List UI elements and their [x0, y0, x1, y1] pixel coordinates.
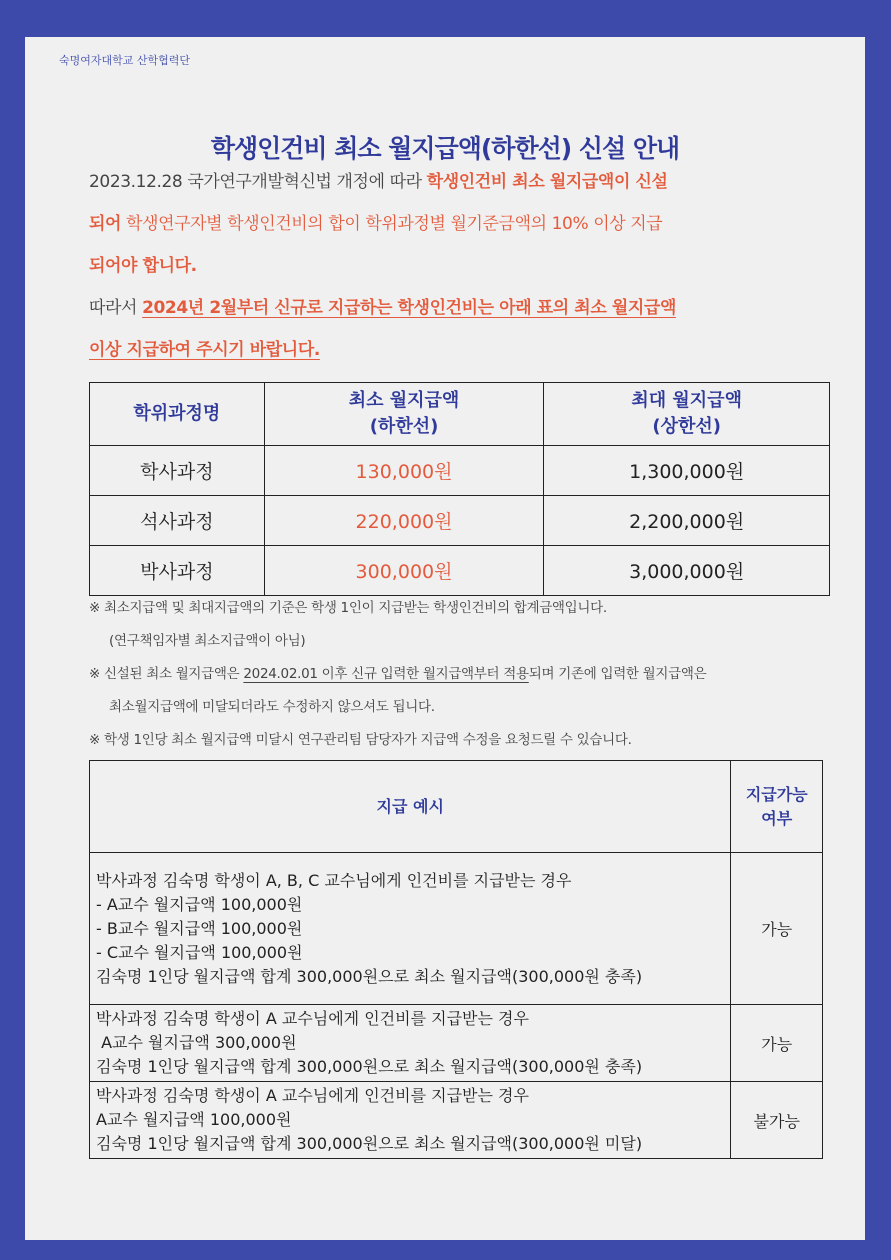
header-min	[264, 383, 544, 446]
header-max-sub: (상한선)	[652, 416, 721, 437]
header-example: 지급 예시	[90, 761, 731, 853]
org-name: 숙명여자대학교 산학협력단	[59, 54, 191, 67]
header-min-sub: (하한선)	[369, 416, 439, 437]
limit-table	[89, 382, 830, 596]
example-line: A교수 월지급액 300,000원	[96, 1033, 297, 1052]
example-line: 박사과정 김숙명 학생이 A, B, C 교수님에게 인건비를 지급받는 경우	[96, 870, 572, 890]
example-table	[89, 760, 823, 1159]
example-line: 박사과정 김숙명 학생이 A 교수님에게 인건비를 지급받는 경우	[96, 1009, 529, 1028]
intro-highlight: 되어야 합니다.	[89, 256, 197, 276]
min-amount-cell: 220,000원	[264, 496, 544, 546]
example-line: - B교수 월지급액 100,000원	[96, 918, 303, 938]
header-possible	[731, 761, 823, 853]
header-max	[544, 383, 830, 446]
result-cell: 가능	[731, 1005, 823, 1082]
table-row	[90, 853, 823, 1005]
page-title: 학생인건비 최소 월지급액(하한선) 신설 안내	[210, 134, 680, 163]
intro-paragraph	[89, 165, 809, 375]
table-row	[90, 496, 830, 546]
intro-highlight: 학생인건비 최소 월지급액이 신설	[426, 172, 668, 192]
header-possible-sub: 여부	[761, 808, 793, 828]
note-text: 되며 기존에 입력한 월지급액은	[528, 666, 707, 682]
max-amount-cell: 1,300,000원	[544, 446, 830, 496]
header-possible-label: 지급가능	[745, 784, 808, 804]
table-row	[90, 1082, 823, 1159]
example-line: - A교수 월지급액 100,000원	[96, 894, 303, 914]
intro-text: 따라서	[89, 298, 143, 318]
intro-highlight: 2024년 2월부터 신규로 지급하는 학생인건비는 아래 표의 최소 월지급액	[142, 298, 676, 318]
table-row	[90, 1005, 823, 1082]
intro-highlight: 이상 지급하여 주시기 바랍니다.	[89, 340, 320, 360]
example-cell	[90, 1005, 731, 1082]
intro-text: 학생연구자별 학생인건비의 합이 학위과정별 월기준금액의 10% 이상 지급	[121, 214, 663, 234]
note-line: ※ 최소지급액 및 최대지급액의 기준은 학생 1인이 지급받는 학생인건비의 합계금액입니다.	[89, 600, 607, 616]
document-page	[25, 37, 865, 1240]
note-underlined: 2024.02.01 이후 신규 입력한 월지급액부터 적용	[243, 666, 529, 682]
degree-cell: 박사과정	[90, 546, 265, 596]
note-line: 최소월지급액에 미달되더라도 수정하지 않으셔도 됩니다.	[109, 699, 435, 715]
header-min-label: 최소 월지급액	[348, 390, 460, 411]
table-row	[90, 546, 830, 596]
min-amount-cell: 130,000원	[264, 446, 544, 496]
example-cell	[90, 1082, 731, 1159]
example-line: 김숙명 1인당 월지급액 합계 300,000원으로 최소 월지급액(300,000원 충족)	[96, 1057, 643, 1076]
example-line: 김숙명 1인당 월지급액 합계 300,000원으로 최소 월지급액(300,000원 충족)	[96, 966, 643, 986]
note-line	[89, 660, 829, 693]
header-degree: 학위과정명	[90, 383, 265, 446]
header-max-label: 최대 월지급액	[631, 390, 742, 411]
example-line: - C교수 월지급액 100,000원	[96, 942, 303, 962]
min-amount-cell: 300,000원	[264, 546, 544, 596]
result-cell: 가능	[731, 853, 823, 1005]
degree-cell: 학사과정	[90, 446, 265, 496]
note-line: (연구책임자별 최소지급액이 아님)	[109, 633, 306, 649]
max-amount-cell: 2,200,000원	[544, 496, 830, 546]
intro-line	[89, 249, 809, 291]
example-line: 김숙명 1인당 월지급액 합계 300,000원으로 최소 월지급액(300,000원 미달)	[96, 1134, 643, 1153]
intro-line	[89, 333, 809, 375]
intro-highlight: 되어	[89, 214, 122, 234]
table-header-row	[90, 383, 830, 446]
table-header-row	[90, 761, 823, 853]
table-row	[90, 446, 830, 496]
example-line: A교수 월지급액 100,000원	[96, 1110, 292, 1129]
degree-cell: 석사과정	[90, 496, 265, 546]
intro-line	[89, 291, 809, 333]
intro-line	[89, 207, 809, 249]
example-cell	[90, 853, 731, 1005]
example-line: 박사과정 김숙명 학생이 A 교수님에게 인건비를 지급받는 경우	[96, 1086, 529, 1105]
intro-line	[89, 165, 809, 207]
notes	[89, 594, 829, 759]
max-amount-cell: 3,000,000원	[544, 546, 830, 596]
result-cell: 불가능	[731, 1082, 823, 1159]
intro-text: 2023.12.28 국가연구개발혁신법 개정에 따라	[89, 172, 427, 192]
note-line: ※ 학생 1인당 최소 월지급액 미달시 연구관리팀 담당자가 지급액 수정을 요청드릴 수 있습니다.	[89, 732, 632, 748]
note-text: ※ 신설된 최소 월지급액은	[89, 666, 244, 682]
